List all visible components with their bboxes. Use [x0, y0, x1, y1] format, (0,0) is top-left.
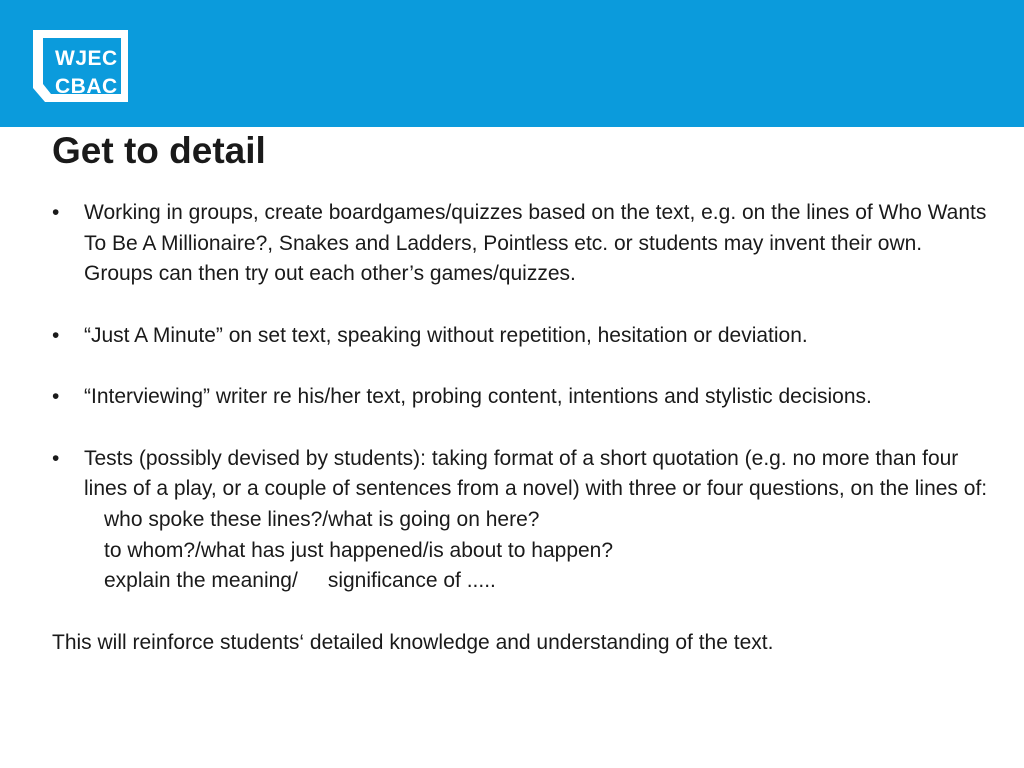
- bullet-text: Working in groups, create boardgames/quizzes based on the text, e.g. on the lines of Who Wants To Be A Millionaire?, Snakes and Ladders, Pointless etc. or students may invent their own. Groups can then try out each other’s games/quizzes.: [84, 201, 987, 286]
- closing-text: This will reinforce students‘ detailed knowledge and understanding of the text.: [52, 630, 774, 654]
- question-line-part: significance of .....: [327, 569, 496, 593]
- question-line: who spoke these lines?/what is going on here?: [104, 507, 540, 531]
- bullet-item-tests: [52, 444, 992, 598]
- question-lines: [84, 505, 992, 597]
- bullet-dot: •: [52, 385, 60, 409]
- bullet-dot: •: [52, 201, 60, 224]
- logo-text-wjec: WJEC: [55, 47, 118, 70]
- slide-content: [52, 198, 992, 658]
- bullet-text: Tests (possibly devised by students): taking format of a short quotation (e.g. no more than four lines of a play, or a couple of sentences from a novel) with three or four questions, on the lines of:: [84, 446, 988, 501]
- bullet-list: [52, 198, 992, 597]
- logo-text-cbac: CBAC: [55, 75, 118, 98]
- bullet-item-just-a-minute: [52, 321, 992, 352]
- bullet-text: “Just A Minute” on set text, speaking without repetition, hesitation or deviation.: [84, 323, 808, 347]
- question-line: to whom?/what has just happened/is about to happen?: [104, 538, 614, 562]
- question-line: [104, 566, 992, 597]
- question-line-part: explain the meaning/: [104, 569, 298, 593]
- bullet-item-interviewing: [52, 382, 992, 413]
- bullet-text: “Interviewing” writer re his/her text, probing content, intentions and stylistic decisions.: [84, 385, 872, 409]
- bullet-dot: •: [52, 323, 60, 347]
- bullet-item-group-games: [52, 198, 992, 290]
- bullet-dot: •: [52, 446, 60, 470]
- header-band: [0, 0, 1024, 127]
- wjec-cbac-logo: [33, 30, 128, 102]
- page-title: Get to detail: [52, 130, 266, 171]
